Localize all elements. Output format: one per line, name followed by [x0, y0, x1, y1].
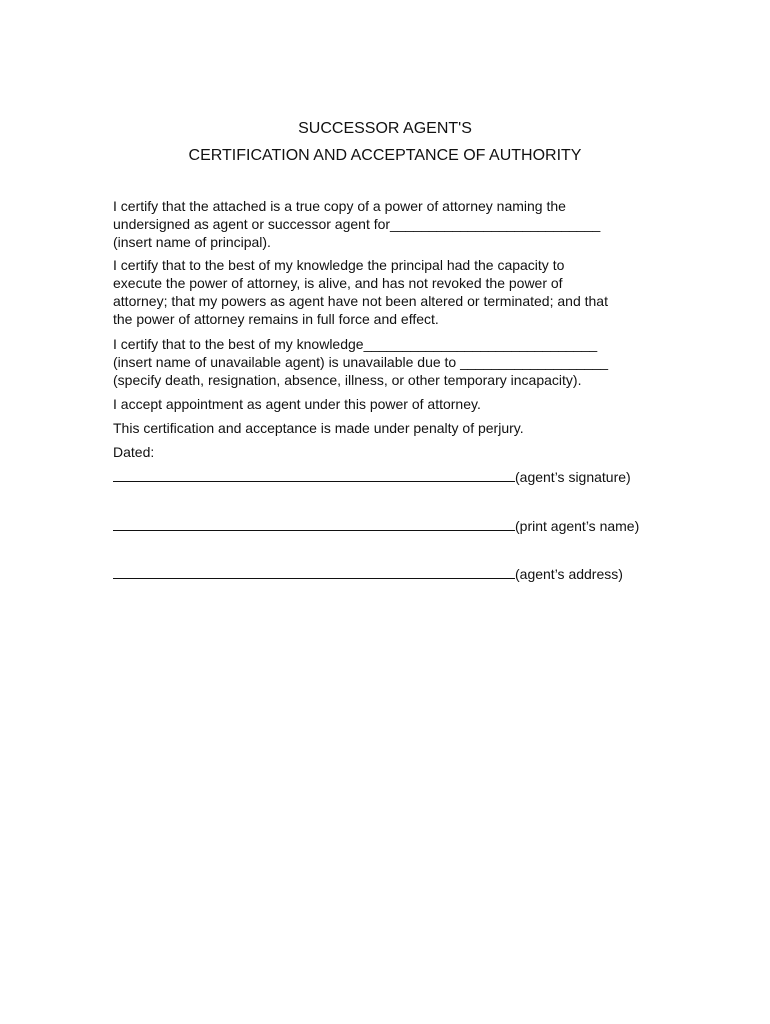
paragraph-line: (insert name of unavailable agent) is unavailable due to ___________________	[113, 354, 609, 370]
paragraph-copy-certification	[113, 197, 673, 251]
paragraph-line: (insert name of principal).	[113, 234, 271, 250]
address-blank-line[interactable]	[113, 564, 515, 579]
paragraph-line: execute the power of attorney, is alive, and has not revoked the power of	[113, 275, 563, 291]
agent-address-label: (agent’s address)	[515, 566, 623, 582]
paragraph-line: I certify that to the best of my knowledge______________________________	[113, 336, 598, 352]
paragraph-capacity-certification	[113, 256, 673, 328]
agent-address-field[interactable]	[113, 564, 623, 583]
paragraph-line: the power of attorney remains in full force and effect.	[113, 311, 439, 327]
agent-signature-label: (agent’s signature)	[515, 469, 631, 485]
paragraph-line: attorney; that my powers as agent have not been altered or terminated; and that	[113, 293, 608, 309]
paragraph-line: I certify that to the best of my knowledge the principal had the capacity to	[113, 257, 565, 273]
agent-name-label: (print agent’s name)	[515, 518, 640, 534]
paragraph-penalty-of-perjury: This certification and acceptance is made under penalty of perjury.	[113, 420, 524, 436]
dated-label: Dated:	[113, 444, 155, 460]
paragraph-unavailable-agent	[113, 335, 673, 389]
paragraph-line: undersigned as agent or successor agent for___________________________	[113, 216, 601, 232]
document-title-line2: CERTIFICATION AND ACCEPTANCE OF AUTHORITY	[188, 147, 582, 164]
agent-name-field[interactable]	[113, 516, 639, 535]
name-blank-line[interactable]	[113, 516, 515, 531]
paragraph-line: (specify death, resignation, absence, illness, or other temporary incapacity).	[113, 372, 582, 388]
signature-blank-line[interactable]	[113, 467, 515, 482]
paragraph-line: I certify that the attached is a true copy of a power of attorney naming the	[113, 198, 566, 214]
document-title-line1: SUCCESSOR AGENT'S	[298, 120, 472, 137]
agent-signature-field[interactable]	[113, 467, 631, 486]
paragraph-accept-appointment: I accept appointment as agent under this power of attorney.	[113, 396, 481, 412]
